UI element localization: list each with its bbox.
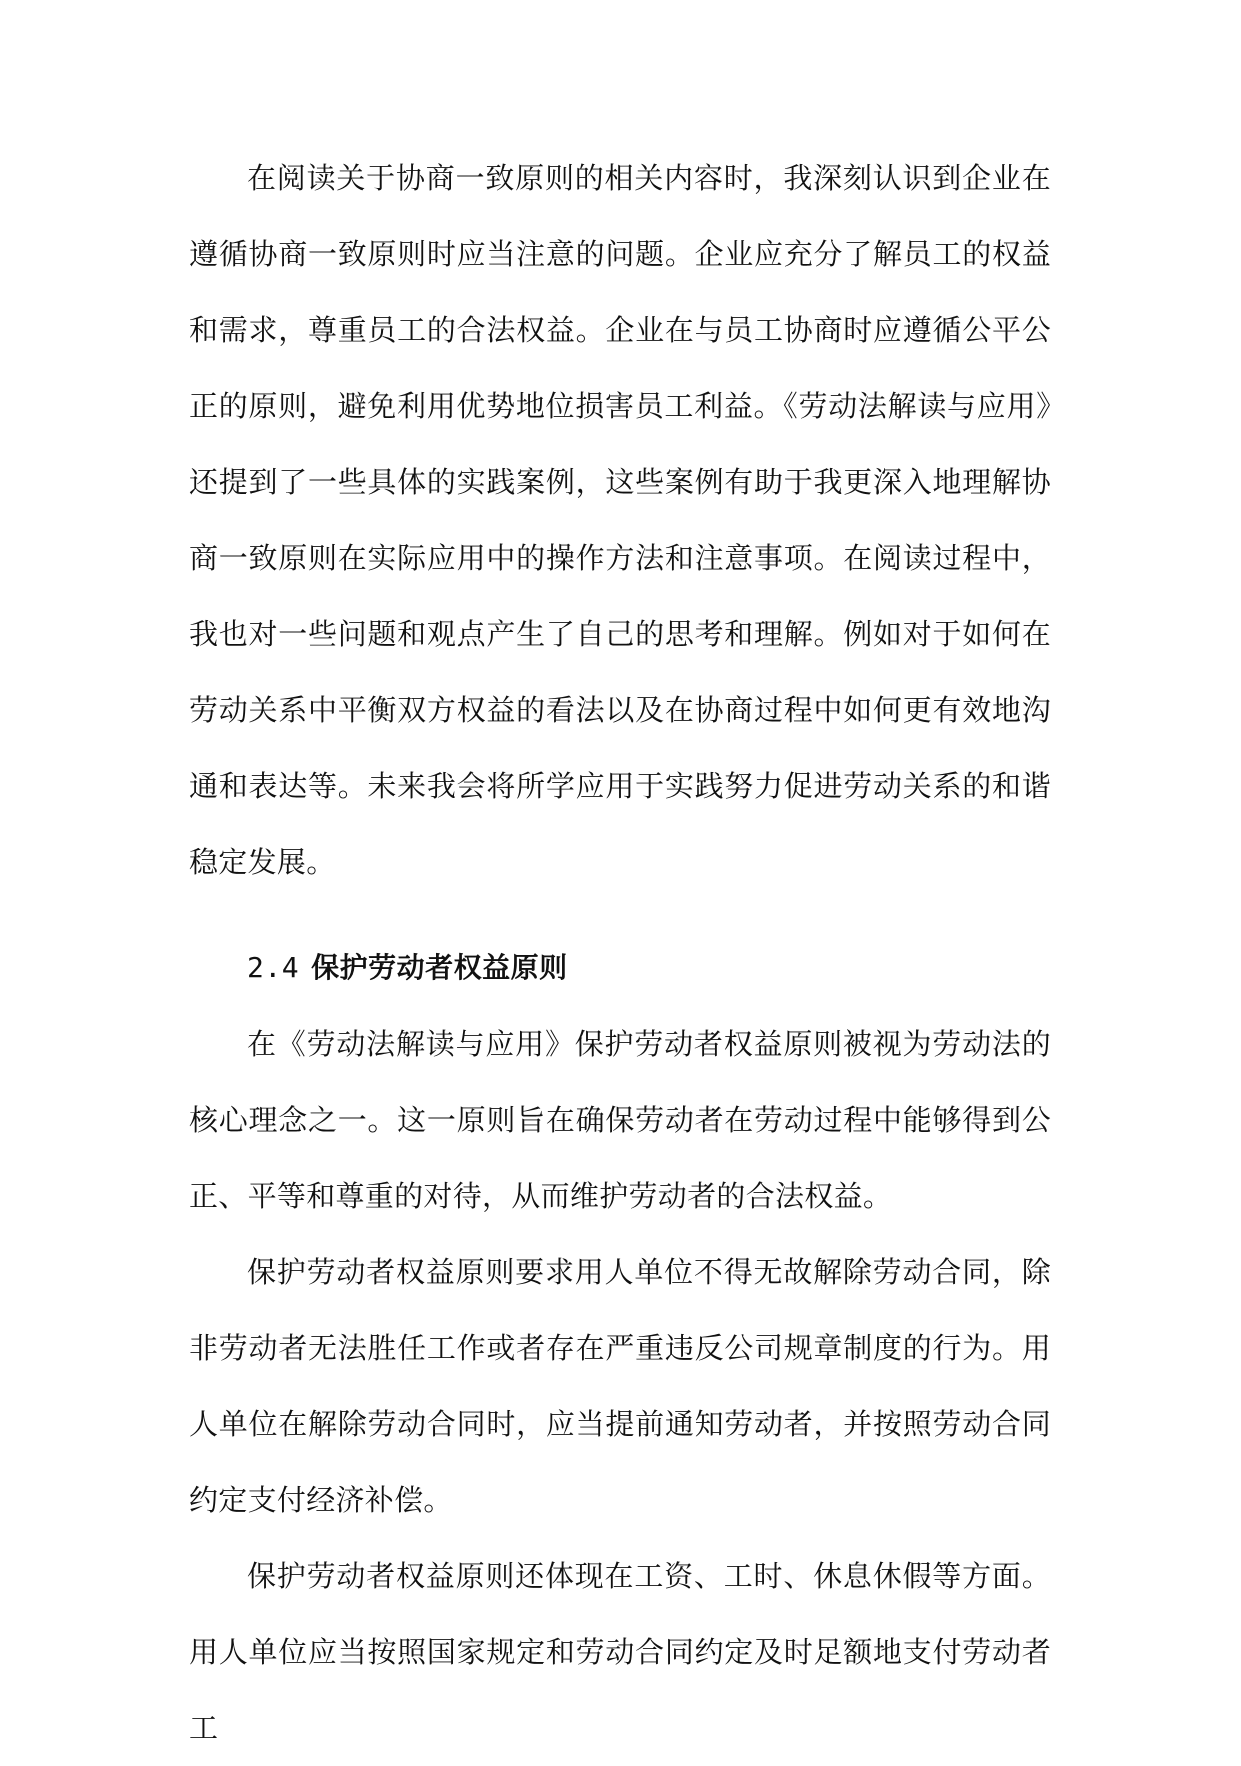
section-title: 保护劳动者权益原则: [311, 951, 568, 984]
body-paragraph-2: 保护劳动者权益原则要求用人单位不得无故解除劳动合同，除非劳动者无法胜任工作或者存在严重违反公司规章制度的行为。用人单位在解除劳动合同时，应当提前通知劳动者，并按照劳动合同约定支付经济补偿。: [189, 1255, 1051, 1517]
document-body: [189, 140, 1051, 1766]
intro-paragraph: 在阅读关于协商一致原则的相关内容时，我深刻认识到企业在遵循协商一致原则时应当注意的问题。企业应充分了解员工的权益和需求，尊重员工的合法权益。企业在与员工协商时应遵循公平公正的原则，避免利用优势地位损害员工利益。《劳动法解读与应用》还提到了一些具体的实践案例，这些案例有助于我更深入地理解协商一致原则在实际应用中的操作方法和注意事项。在阅读过程中，我也对一些问题和观点产生了自己的思考和理解。例如对于如何在劳动关系中平衡双方权益的看法以及在协商过程中如何更有效地沟通和表达等。未来我会将所学应用于实践努力促进劳动关系的和谐稳定发展。: [189, 161, 1051, 879]
section-number: 2.4: [247, 951, 300, 984]
body-paragraph-3: 保护劳动者权益原则还体现在工资、工时、休息休假等方面。用人单位应当按照国家规定和劳动合同约定及时足额地支付劳动者工: [189, 1559, 1051, 1745]
body-paragraph-1: 在《劳动法解读与应用》保护劳动者权益原则被视为劳动法的核心理念之一。这一原则旨在确保劳动者在劳动过程中能够得到公正、平等和尊重的对待，从而维护劳动者的合法权益。: [189, 1027, 1051, 1213]
section-heading: [189, 930, 1051, 1006]
